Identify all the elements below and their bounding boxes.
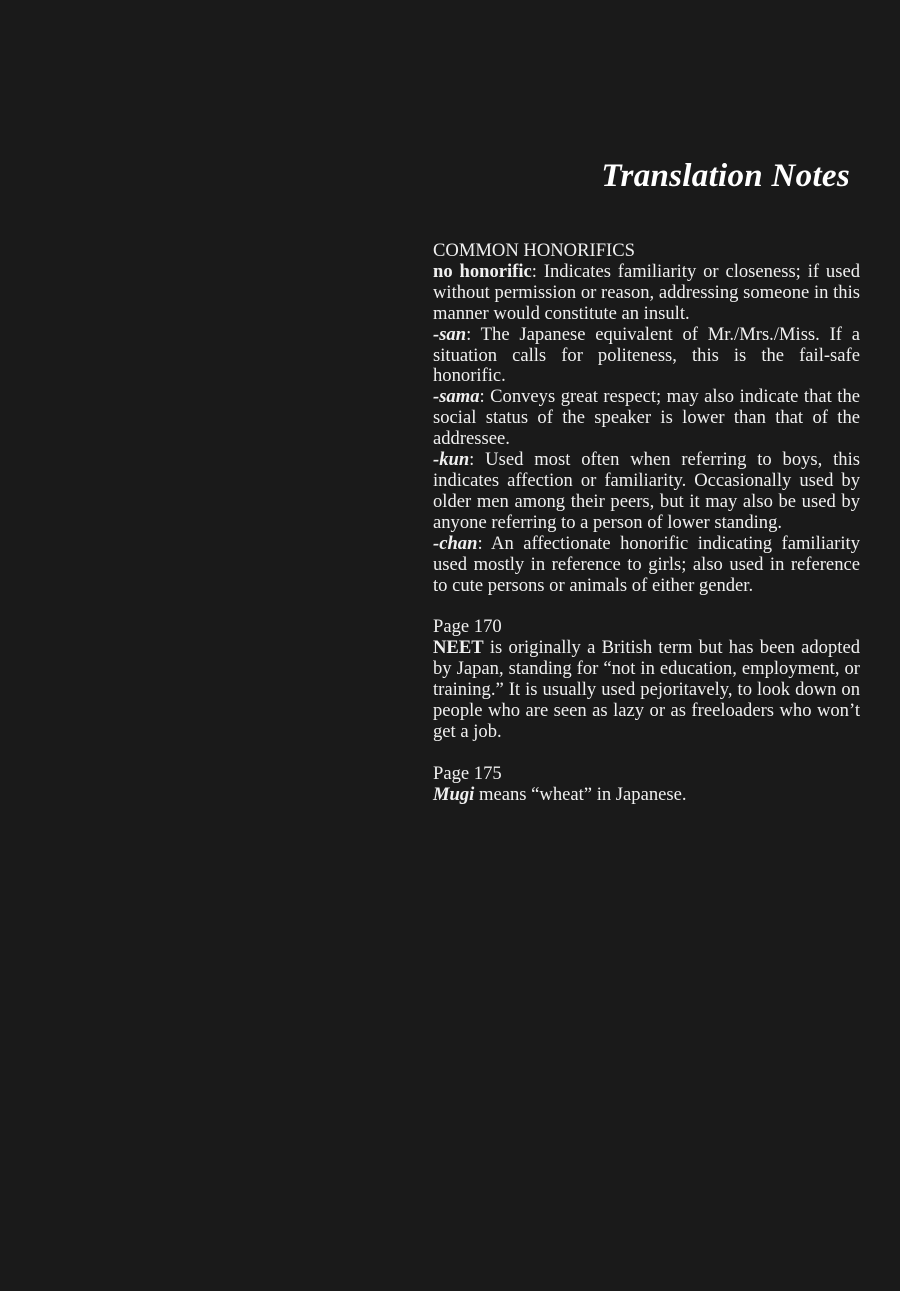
honorific-definition: : Used most often when referring to boys, this indicates affection or familiarity. Occasionally used by older men among their peers, but it may also be used by anyone referring to a person of lower standing.: [433, 449, 860, 533]
honorific-entry-san: [433, 325, 860, 388]
note-term: NEET: [433, 637, 484, 659]
honorific-term: -kun: [433, 449, 470, 471]
note-entry-neet: [433, 638, 860, 743]
honorific-definition: : Indicates familiarity or closeness; if used without permission or reason, addressing someone in this manner would constitute an insult.: [433, 260, 860, 324]
honorific-term: -san: [433, 323, 467, 345]
page-reference: Page 170: [433, 616, 502, 638]
honorific-definition: : The Japanese equivalent of Mr./Mrs./Miss. If a situation calls for politeness, this is the fail-safe honorific.: [433, 323, 860, 387]
honorific-definition: : An affectionate honorific indicating familiarity used mostly in reference to girls; also used in reference to cute persons or animals of either gender.: [433, 532, 860, 596]
honorific-entry-kun: [433, 450, 860, 534]
honorific-entry-chan: [433, 534, 860, 597]
section-spacer: [433, 596, 860, 617]
note-definition: means “wheat” in Japanese.: [474, 783, 687, 805]
honorific-entry-no-honorific: [433, 262, 860, 325]
honorific-term: -chan: [433, 532, 478, 554]
note-entry-mugi: [433, 785, 860, 806]
section-spacer: [433, 743, 860, 764]
honorific-definition: : Conveys great respect; may also indicate that the social status of the speaker is lower than that of the addressee.: [433, 386, 860, 450]
notes-body: [433, 241, 860, 806]
note-term: Mugi: [433, 783, 475, 805]
page-reference: Page 175: [433, 762, 502, 784]
honorific-term: -sama: [433, 386, 480, 408]
honorifics-heading: COMMON HONORIFICS: [433, 240, 635, 261]
note-definition: is originally a British term but has been adopted by Japan, standing for “not in education, employment, or training.” It is usually used pejoritavely, to look down on people who are seen as lazy or as freeloaders who won’t get a job.: [433, 637, 860, 742]
page-title: Translation Notes: [601, 158, 850, 194]
honorific-term: no honorific: [433, 260, 532, 282]
honorific-entry-sama: [433, 387, 860, 450]
